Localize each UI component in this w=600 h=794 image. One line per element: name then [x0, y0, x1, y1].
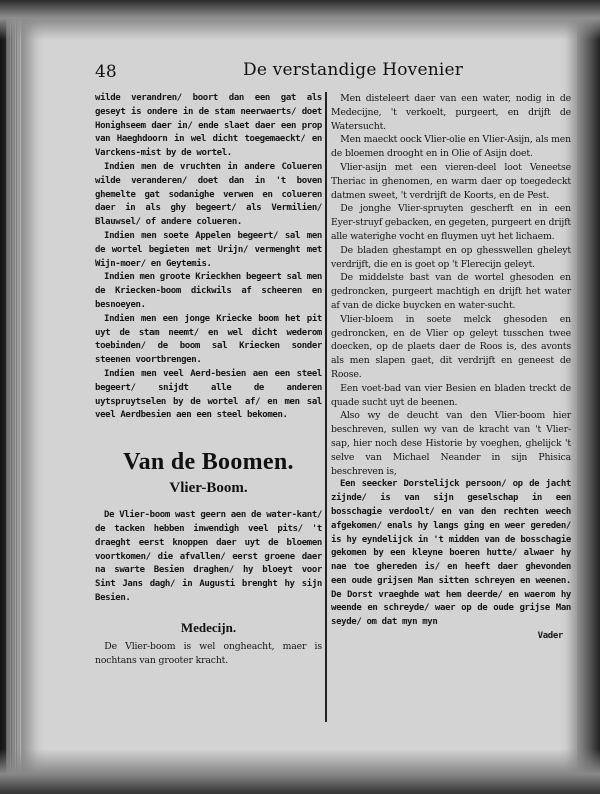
right-paragraph-9: Also wy de deucht van den Vlier-boom hier beschreven, sullen wy van de kracht van 't Vlier-sap, hier noch dese Historie by voeghen, ghelijck 't selve van Michael Neander in sijn Phisica beschreven is, — [331, 410, 571, 477]
right-paragraph-5: De bladen ghestampt en op ghesswellen gheleyt verdrijft, die en is goet op 't Flerecijn geleyt. — [331, 244, 571, 270]
tree-description: De Vlier-boom wast geern aen de water-kant/ de tacken hebben inwendigh veel pits/ 't draeght eerst knoppen daer uyt de bloemen voortkomen/ die afvallen/ eerst groene daer na swarte Besien draghen/ hy bloeyt voor Sint Jans dagh/ in Augusti brenght hy sijn Besien. — [95, 510, 322, 603]
right-paragraph-2: Men maeckt oock Vlier-olie en Vlier-Asijn, als men de bloemen drooght en in Olie of Asijn doet. — [331, 134, 571, 160]
left-paragraph-3: Indien men soete Appelen begeert/ sal men de wortel begieten met Urijn/ vermenght met Wijn-moer/ en Geytemis. — [95, 230, 322, 269]
right-paragraph-3: Vlier-asijn met een vieren-deel loot Veneetse Theriac in ghenomen, en warm daer op toegedeckt datmen sweet, 't verdrijft de Koorts, en de Pest. — [331, 161, 571, 201]
left-column — [95, 92, 322, 667]
right-paragraph-6: De middelste bast van de wortel ghesoden en gedroncken, purgeert machtigh en drijft het water af van de dicke buycken en water-sucht. — [331, 272, 571, 311]
section-title: Van de Boomen. — [123, 449, 294, 476]
column-divider — [325, 92, 327, 722]
left-paragraph-6: Indien men veel Aerd-besien aen een steel begeert/ snijdt alle de anderen uytspruytselen by de wortel af/ en men sal veel Aerdbesien aen een steel bekomen. — [95, 368, 322, 421]
left-paragraph-4: Indien men groote Krieckhen begeert sal men de Kriecken-boom dickwils af scheeren en besnoeyen. — [95, 272, 322, 310]
story-paragraph: Een seecker Dorstelijck persoon/ op de jacht zijnde/ is van sijn geselschap in een bosschagie verdoolt/ en van den rechten weech afgekomen/ enals hy langs ging en weer gereden/ is hy eyndelijck in 't midden van de bosschagie gekomen by een kleyne boeren hutte/ alwaer hy nae toe ghereden is/ en heeft daer ghevonden een oude grijsen Man sitten schreyen en weenen. De Dorst vraeghde wat hem deerde/ en waerom hy weende en schreyde/ waer op de oude grijse Man seyde/ om dat myn myn — [331, 479, 571, 628]
left-paragraph-5: Indien men een jonge Kriecke boom het pit uyt de stam neemt/ en wel dicht wederom toebinden/ de boom sal Kriecken sonder steenen voortbrengen. — [95, 313, 322, 366]
left-paragraph-2: Indien men de vruchten in andere Colueren wilde veranderen/ doet dan in 't boven ghemelte gat sodanighe verwen en colueren daer in als ghy begeert/ als Vermilien/ Blauwsel/ of andere colueren. — [95, 161, 322, 228]
right-paragraph-1: Men disteleert daer van een water, nodig in de Medecijne, 't verkoelt, purgeert, en drijft de Watersucht. — [331, 93, 571, 132]
page-number: 48 — [95, 62, 117, 82]
catchword: Vader — [537, 631, 563, 642]
top-shadow — [0, 0, 600, 40]
page-header — [95, 60, 565, 84]
medicine-text: De Vlier-boom is wel ongheacht, maer is nochtans van grooter kracht. — [95, 640, 322, 666]
subtitle: Vlier-Boom. — [169, 480, 248, 497]
right-paragraph-4: De jonghe Vlier-spruyten gescherft en in een Eyer-struyf gebacken, en gegeten, purgeert en drijft alle waterighe vocht en fluymen uyt het lichaem. — [331, 203, 571, 242]
right-paragraph-7: Vlier-bloem in soete melck ghesoden en gedroncken, en de Vlier op geleyt tusschen twee doecken, op de plaets daer de Roos is, des avonts als men slapen gaet, dit verdrijft en geneest de Roose. — [331, 313, 571, 380]
bottom-shadow — [0, 749, 600, 794]
running-head: De verstandige Hovenier — [243, 60, 464, 80]
medicine-heading: Medecijn. — [180, 619, 237, 635]
stacked-page-edges — [6, 20, 22, 780]
left-paragraph-1: wilde verandren/ boort dan een gat als geseyt is ondere in de stam neerwaerts/ doet Honighseem daer in/ ende slaet daer een prop van Haeghdoorn in wel dicht toegemaeckt/ en Varckens-mist by de wortel. — [95, 93, 322, 159]
right-column — [331, 92, 571, 644]
right-paragraph-8: Een voet-bad van vier Besien en bladen treckt de quade sucht uyt de beenen. — [331, 382, 571, 408]
